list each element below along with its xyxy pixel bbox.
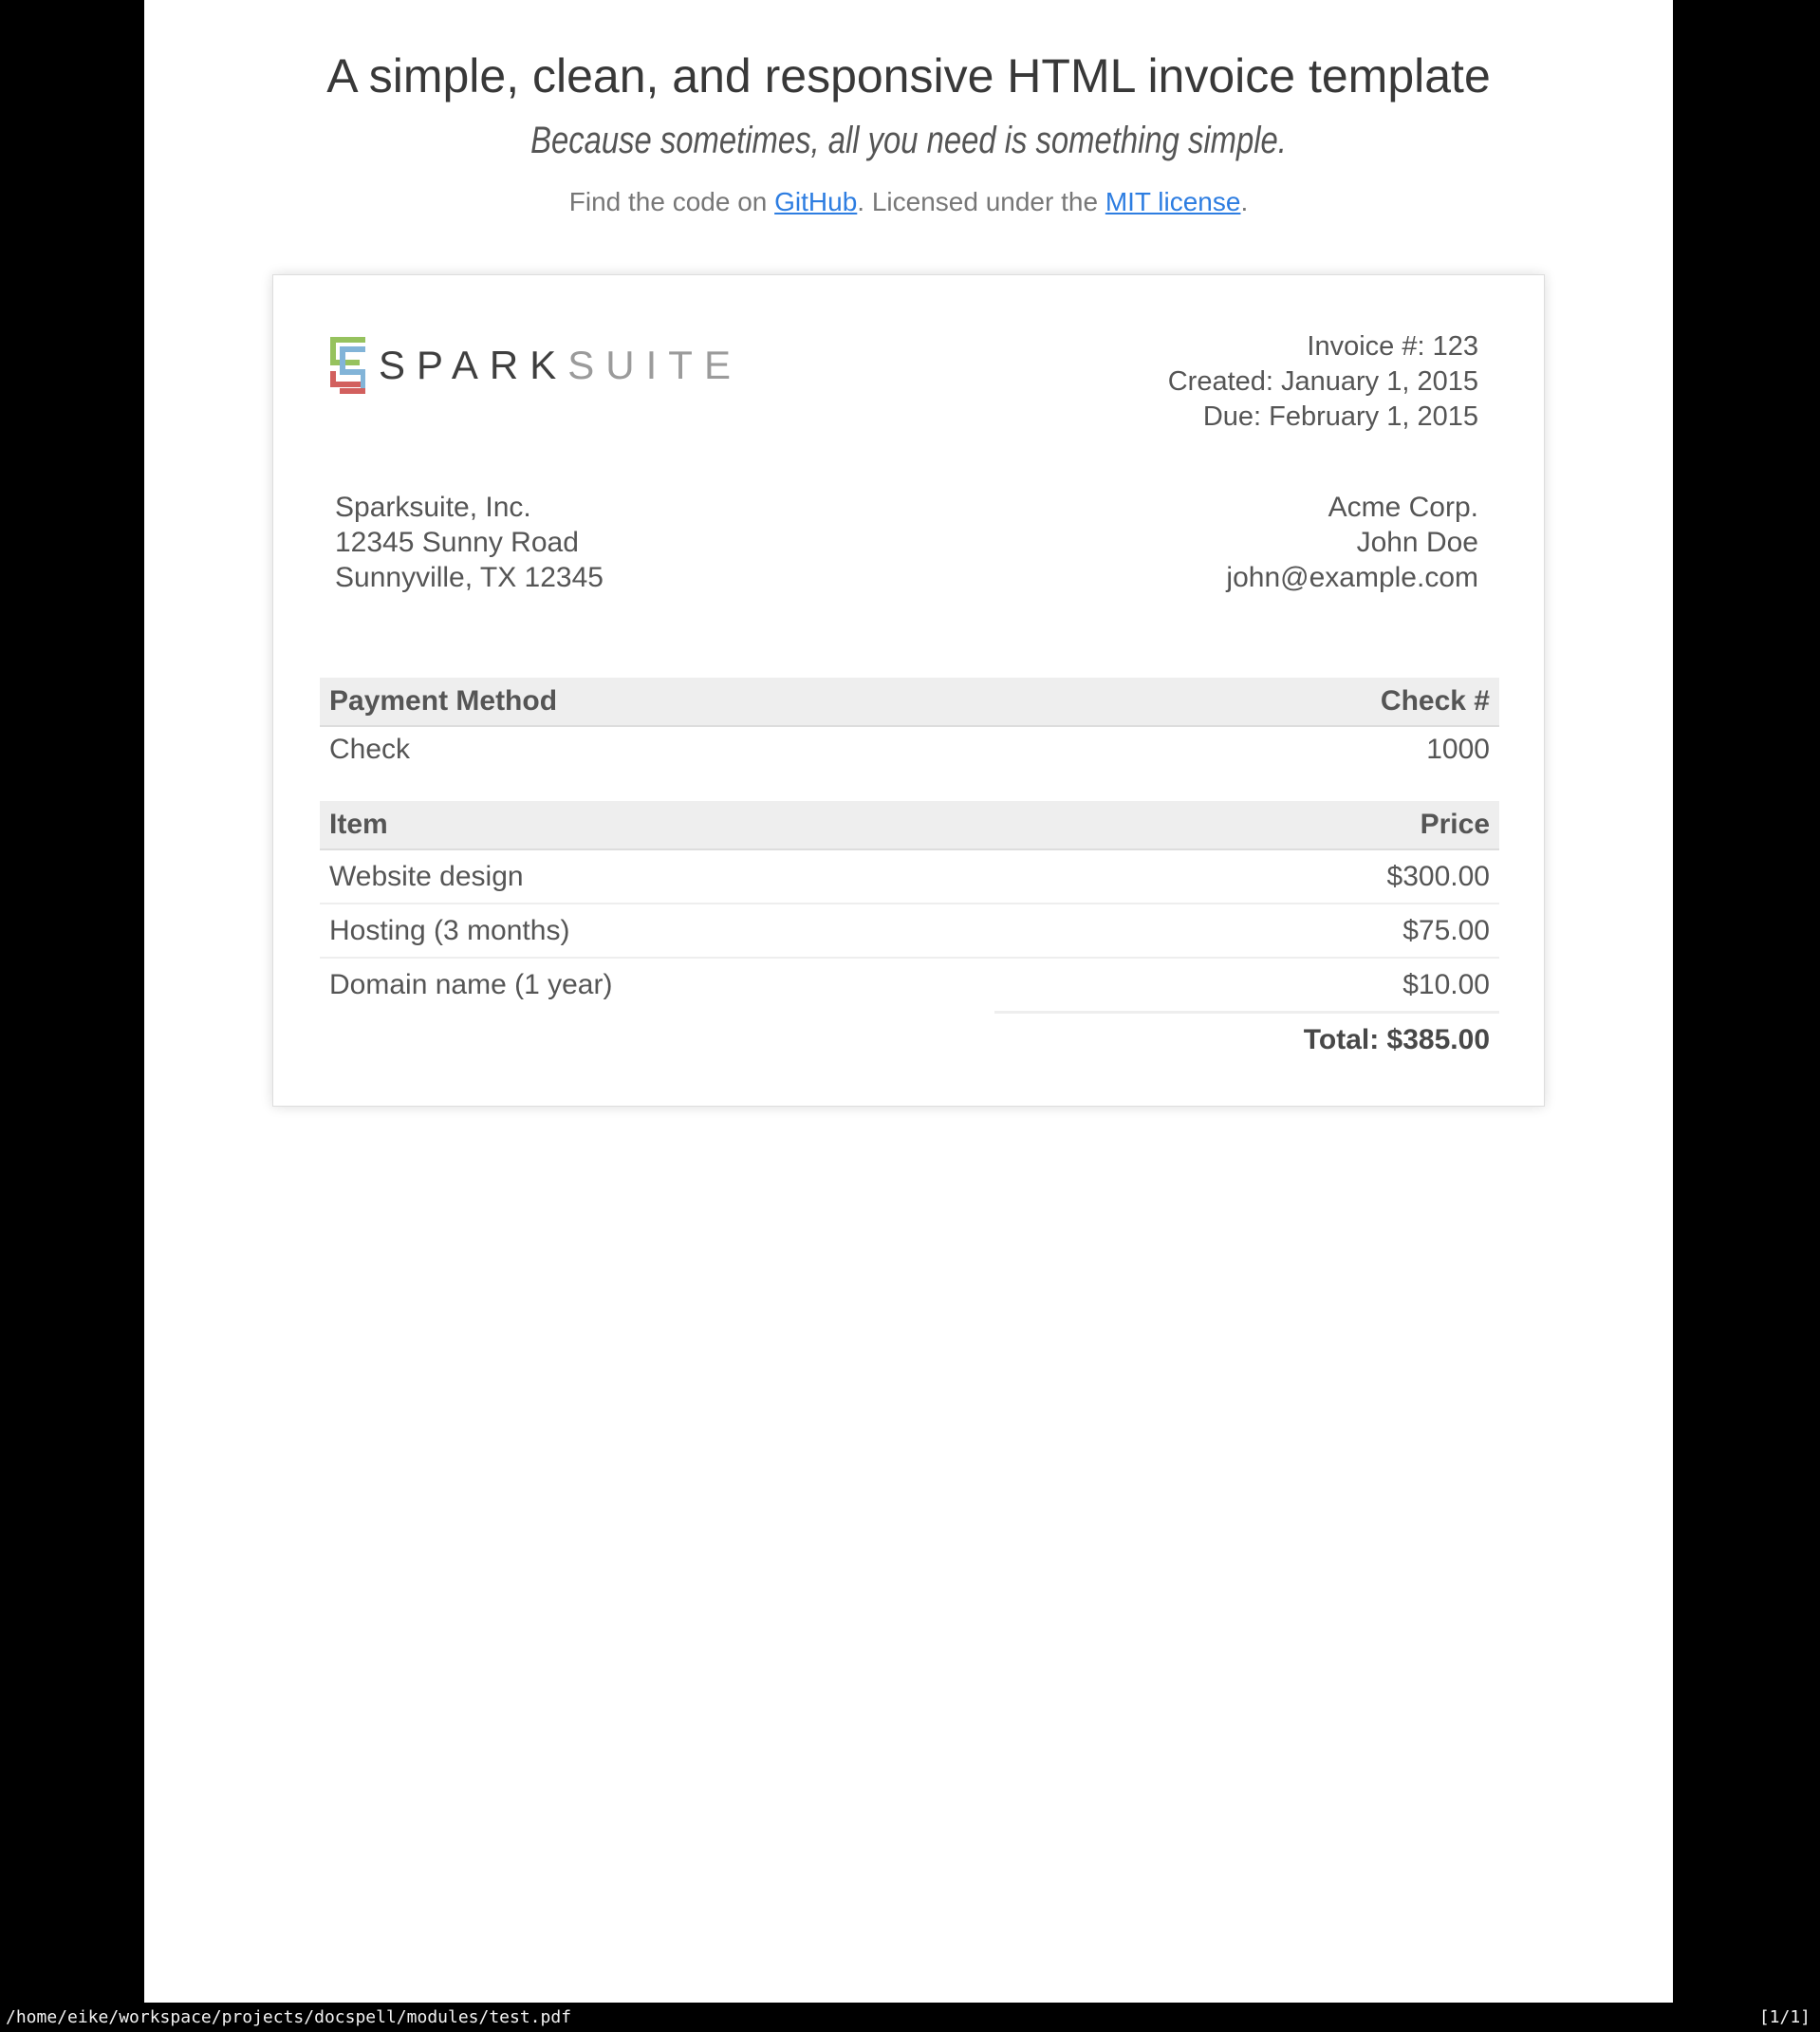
viewer-statusbar xyxy=(0,2003,1820,2032)
item-name: Website design xyxy=(320,849,994,904)
item-price: $75.00 xyxy=(994,904,1499,958)
brand-word-primary: SPARK xyxy=(379,343,568,387)
recipient-company: Acme Corp. xyxy=(1328,492,1478,523)
github-link[interactable]: GitHub xyxy=(774,187,858,216)
item-name: Domain name (1 year) xyxy=(329,969,613,1001)
invoice-card xyxy=(272,274,1545,1107)
invoice-number: Invoice #: 123 xyxy=(1307,331,1478,362)
brand-word-secondary: SUITE xyxy=(567,343,742,387)
total-spacer xyxy=(320,1013,994,1067)
payment-detail-row xyxy=(320,726,1499,773)
item-price: $300.00 xyxy=(994,849,1499,904)
sparksuite-logo-icon xyxy=(329,336,365,395)
sender-address xyxy=(335,490,604,595)
links-suffix: . xyxy=(1240,187,1249,216)
brand-row xyxy=(329,336,742,395)
payment-method-value: Check xyxy=(329,734,411,765)
recipient-email: john@example.com xyxy=(1226,562,1478,593)
item-row xyxy=(320,904,1499,958)
payment-method-table xyxy=(320,678,1499,773)
item-column-header: Item xyxy=(320,801,994,849)
sender-company: Sparksuite, Inc. xyxy=(335,492,531,523)
page-indicator: [1/1] xyxy=(1758,2007,1811,2027)
items-table xyxy=(320,801,1499,1066)
item-row xyxy=(320,849,1499,904)
total-row xyxy=(320,1013,1499,1067)
invoice-meta xyxy=(1168,329,1478,435)
invoice-total: Total: $385.00 xyxy=(994,1013,1499,1067)
pdf-page xyxy=(144,0,1673,2003)
sender-street: 12345 Sunny Road xyxy=(335,527,579,558)
open-file-path: /home/eike/workspace/projects/docspell/modules/test.pdf xyxy=(6,2007,572,2027)
invoice-created-date: Created: January 1, 2015 xyxy=(1167,366,1478,397)
brand-wordmark xyxy=(379,336,742,395)
check-number-header: Check # xyxy=(994,678,1499,726)
price-column-header: Price xyxy=(994,801,1499,849)
links-prefix: Find the code on xyxy=(568,187,775,216)
page-title: A simple, clean, and responsive HTML invoice template xyxy=(326,49,1491,103)
item-name: Hosting (3 months) xyxy=(320,904,994,958)
payment-header-row xyxy=(320,678,1499,726)
sender-city: Sunnyville, TX 12345 xyxy=(335,562,604,593)
recipient-address xyxy=(1226,490,1478,595)
links-middle: . Licensed under the xyxy=(857,187,1105,216)
items-header-row xyxy=(320,801,1499,849)
invoice-due-date: Due: February 1, 2015 xyxy=(1202,401,1478,432)
page-subtitle: Because sometimes, all you need is something simple. xyxy=(530,120,1287,161)
mit-license-link[interactable]: MIT license xyxy=(1105,187,1241,216)
recipient-name: John Doe xyxy=(1356,527,1478,558)
item-row xyxy=(320,958,1499,1013)
links-line xyxy=(144,186,1673,218)
check-number-value: 1000 xyxy=(1426,734,1490,765)
item-price: $10.00 xyxy=(1402,968,1490,1000)
payment-method-header: Payment Method xyxy=(320,678,994,726)
